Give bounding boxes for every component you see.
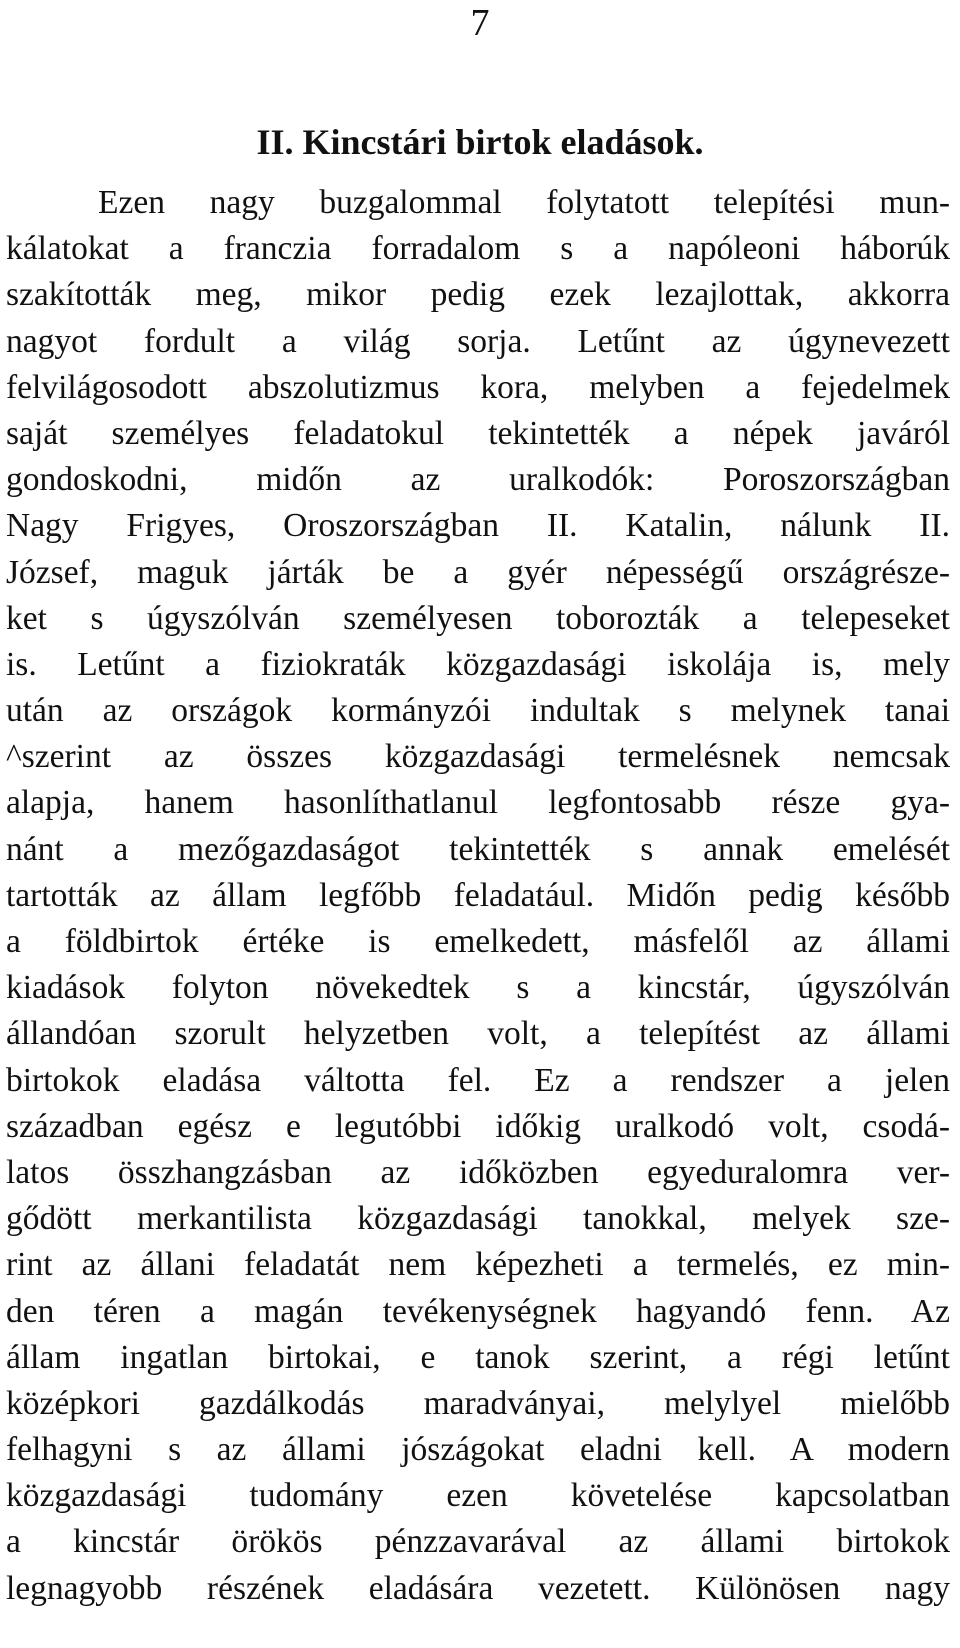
text-line: tartották az állam legfőbb feladatául. Midőn pedig később — [6, 876, 950, 914]
text-line: szakították meg, mikor pedig ezek lezajlottak, akkorra — [6, 276, 950, 314]
text-line: den téren a magán tevékenységnek hagyandó fenn. Az — [6, 1292, 950, 1330]
text-line: is. Letűnt a fiziokraták közgazdasági iskolája is, mely — [6, 645, 950, 683]
text-line: József, maguk járták be a gyér népességű országrésze- — [6, 553, 950, 591]
text-line: rint az állani feladatát nem képezheti a termelés, ez min- — [6, 1246, 950, 1284]
text-line: saját személyes feladatokul tekintették a népek javáról — [6, 414, 950, 452]
text-line: közgazdasági tudomány ezen követelése kapcsolatban — [6, 1477, 950, 1515]
text-line: nagyot fordult a világ sorja. Letűnt az úgynevezett — [6, 322, 950, 360]
text-line: ^szerint az összes közgazdasági termelésnek nemcsak — [6, 738, 950, 776]
text-line: nánt a mezőgazdaságot tekintették s annak emelését — [6, 830, 950, 868]
text-line: középkori gazdálkodás maradványai, melylyel mielőbb — [6, 1384, 950, 1422]
text-line: a kincstár örökös pénzzavarával az állami birtokok — [6, 1523, 950, 1561]
text-line: latos összhangzásban az időközben egyeduralomra ver- — [6, 1153, 950, 1191]
text-line: állam ingatlan birtokai, e tanok szerint, a régi letűnt — [6, 1338, 950, 1376]
text-line: kiadások folyton növekedtek s a kincstár, úgyszólván — [6, 969, 950, 1007]
text-line: felhagyni s az állami jószágokat eladni kell. A modern — [6, 1431, 950, 1469]
text-line: Nagy Frigyes, Oroszországban II. Katalin, nálunk II. — [6, 507, 950, 545]
text-line: felvilágosodott abszolutizmus kora, melyben a fejedelmek — [6, 368, 950, 406]
text-line: alapja, hanem hasonlíthatlanul legfontosabb része gya- — [6, 784, 950, 822]
text-line: gődött merkantilista közgazdasági tanokkal, melyek sze- — [6, 1200, 950, 1238]
text-line: legnagyobb részének eladására vezetett. Különösen nagy — [6, 1569, 950, 1607]
text-line: a földbirtok értéke is emelkedett, másfelől az állami — [6, 923, 950, 960]
text-line: birtokok eladása váltotta fel. Ez a rendszer a jelen — [6, 1061, 950, 1099]
text-line: gondoskodni, midőn az uralkodók: Poroszországban — [6, 461, 950, 499]
text-line: ket s úgyszólván személyesen toborozták a telepeseket — [6, 599, 950, 637]
chapter-heading: II. Kincstári birtok eladások. — [256, 122, 704, 162]
text-line: kálatokat a franczia forradalom s a napóleoni háborúk — [6, 230, 950, 268]
page-number: 7 — [470, 2, 490, 44]
text-line: században egész e legutóbbi időkig uralkodó volt, csodá- — [6, 1107, 950, 1145]
text-line: állandóan szorult helyzetben volt, a telepítést az állami — [6, 1015, 950, 1053]
text-line: Ezen nagy buzgalommal folytatott telepítési mun- — [98, 184, 950, 221]
body-paragraph — [6, 180, 950, 1612]
text-line: után az országok kormányzói indultak s melynek tanai — [6, 692, 950, 730]
